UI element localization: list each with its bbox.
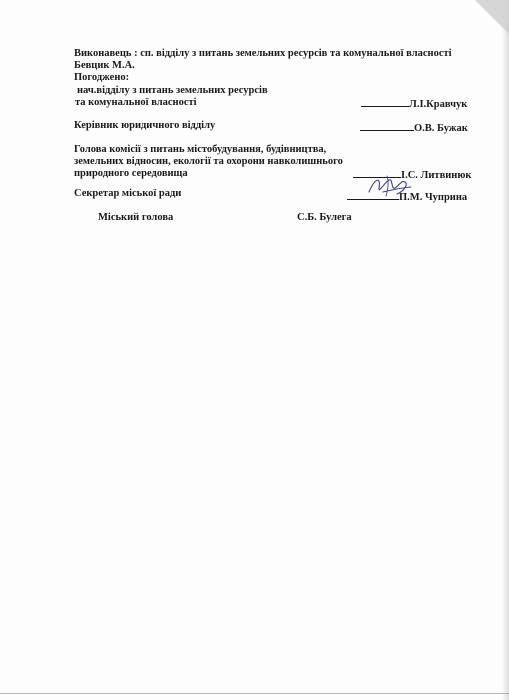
signatory-2-title: Керівник юридичного відділу <box>74 120 216 131</box>
signatory-1-signature-line <box>361 97 467 111</box>
signatory-1-name: Л.І.Кравчук <box>409 99 468 110</box>
signatory-3-title-line-1: Голова комісії з питань містобудування, будівництва, <box>74 144 327 155</box>
signatory-3-title-line-2: земельних відносин, екології та охорони навколишнього <box>74 156 343 167</box>
executor-name: Бевцик М.А. <box>74 60 135 71</box>
scan-bottom-edge <box>0 693 509 694</box>
signature-underline <box>361 97 409 107</box>
signature-underline <box>360 121 414 131</box>
signatory-3-name: І.С. Литвинюк <box>401 170 472 181</box>
signatory-4-name: П.М. Чуприна <box>399 192 468 203</box>
scan-edge-shadow <box>502 0 509 700</box>
handwritten-signature <box>365 172 413 200</box>
signatory-2-name: О.В. Бужак <box>414 123 468 134</box>
signatory-1-title-line-2: та комунальної власності <box>75 97 197 108</box>
page-corner-fold <box>475 0 509 34</box>
executor-line: Виконавець : сп. відділу з питань земельних ресурсів та комунальної власності <box>74 48 452 59</box>
signatory-1-title-line-1: нач.відділу з питань земельних ресурсів <box>77 85 268 96</box>
agreed-label: Погоджено: <box>74 72 130 83</box>
signatory-3-title-line-3: природного середовища <box>74 168 188 179</box>
signatory-2-signature-line <box>360 121 468 135</box>
mayor-title: Міський голова <box>98 212 174 223</box>
mayor-name: С.Б. Булега <box>297 212 352 223</box>
signatory-4-title: Секретар міської ради <box>74 188 182 199</box>
